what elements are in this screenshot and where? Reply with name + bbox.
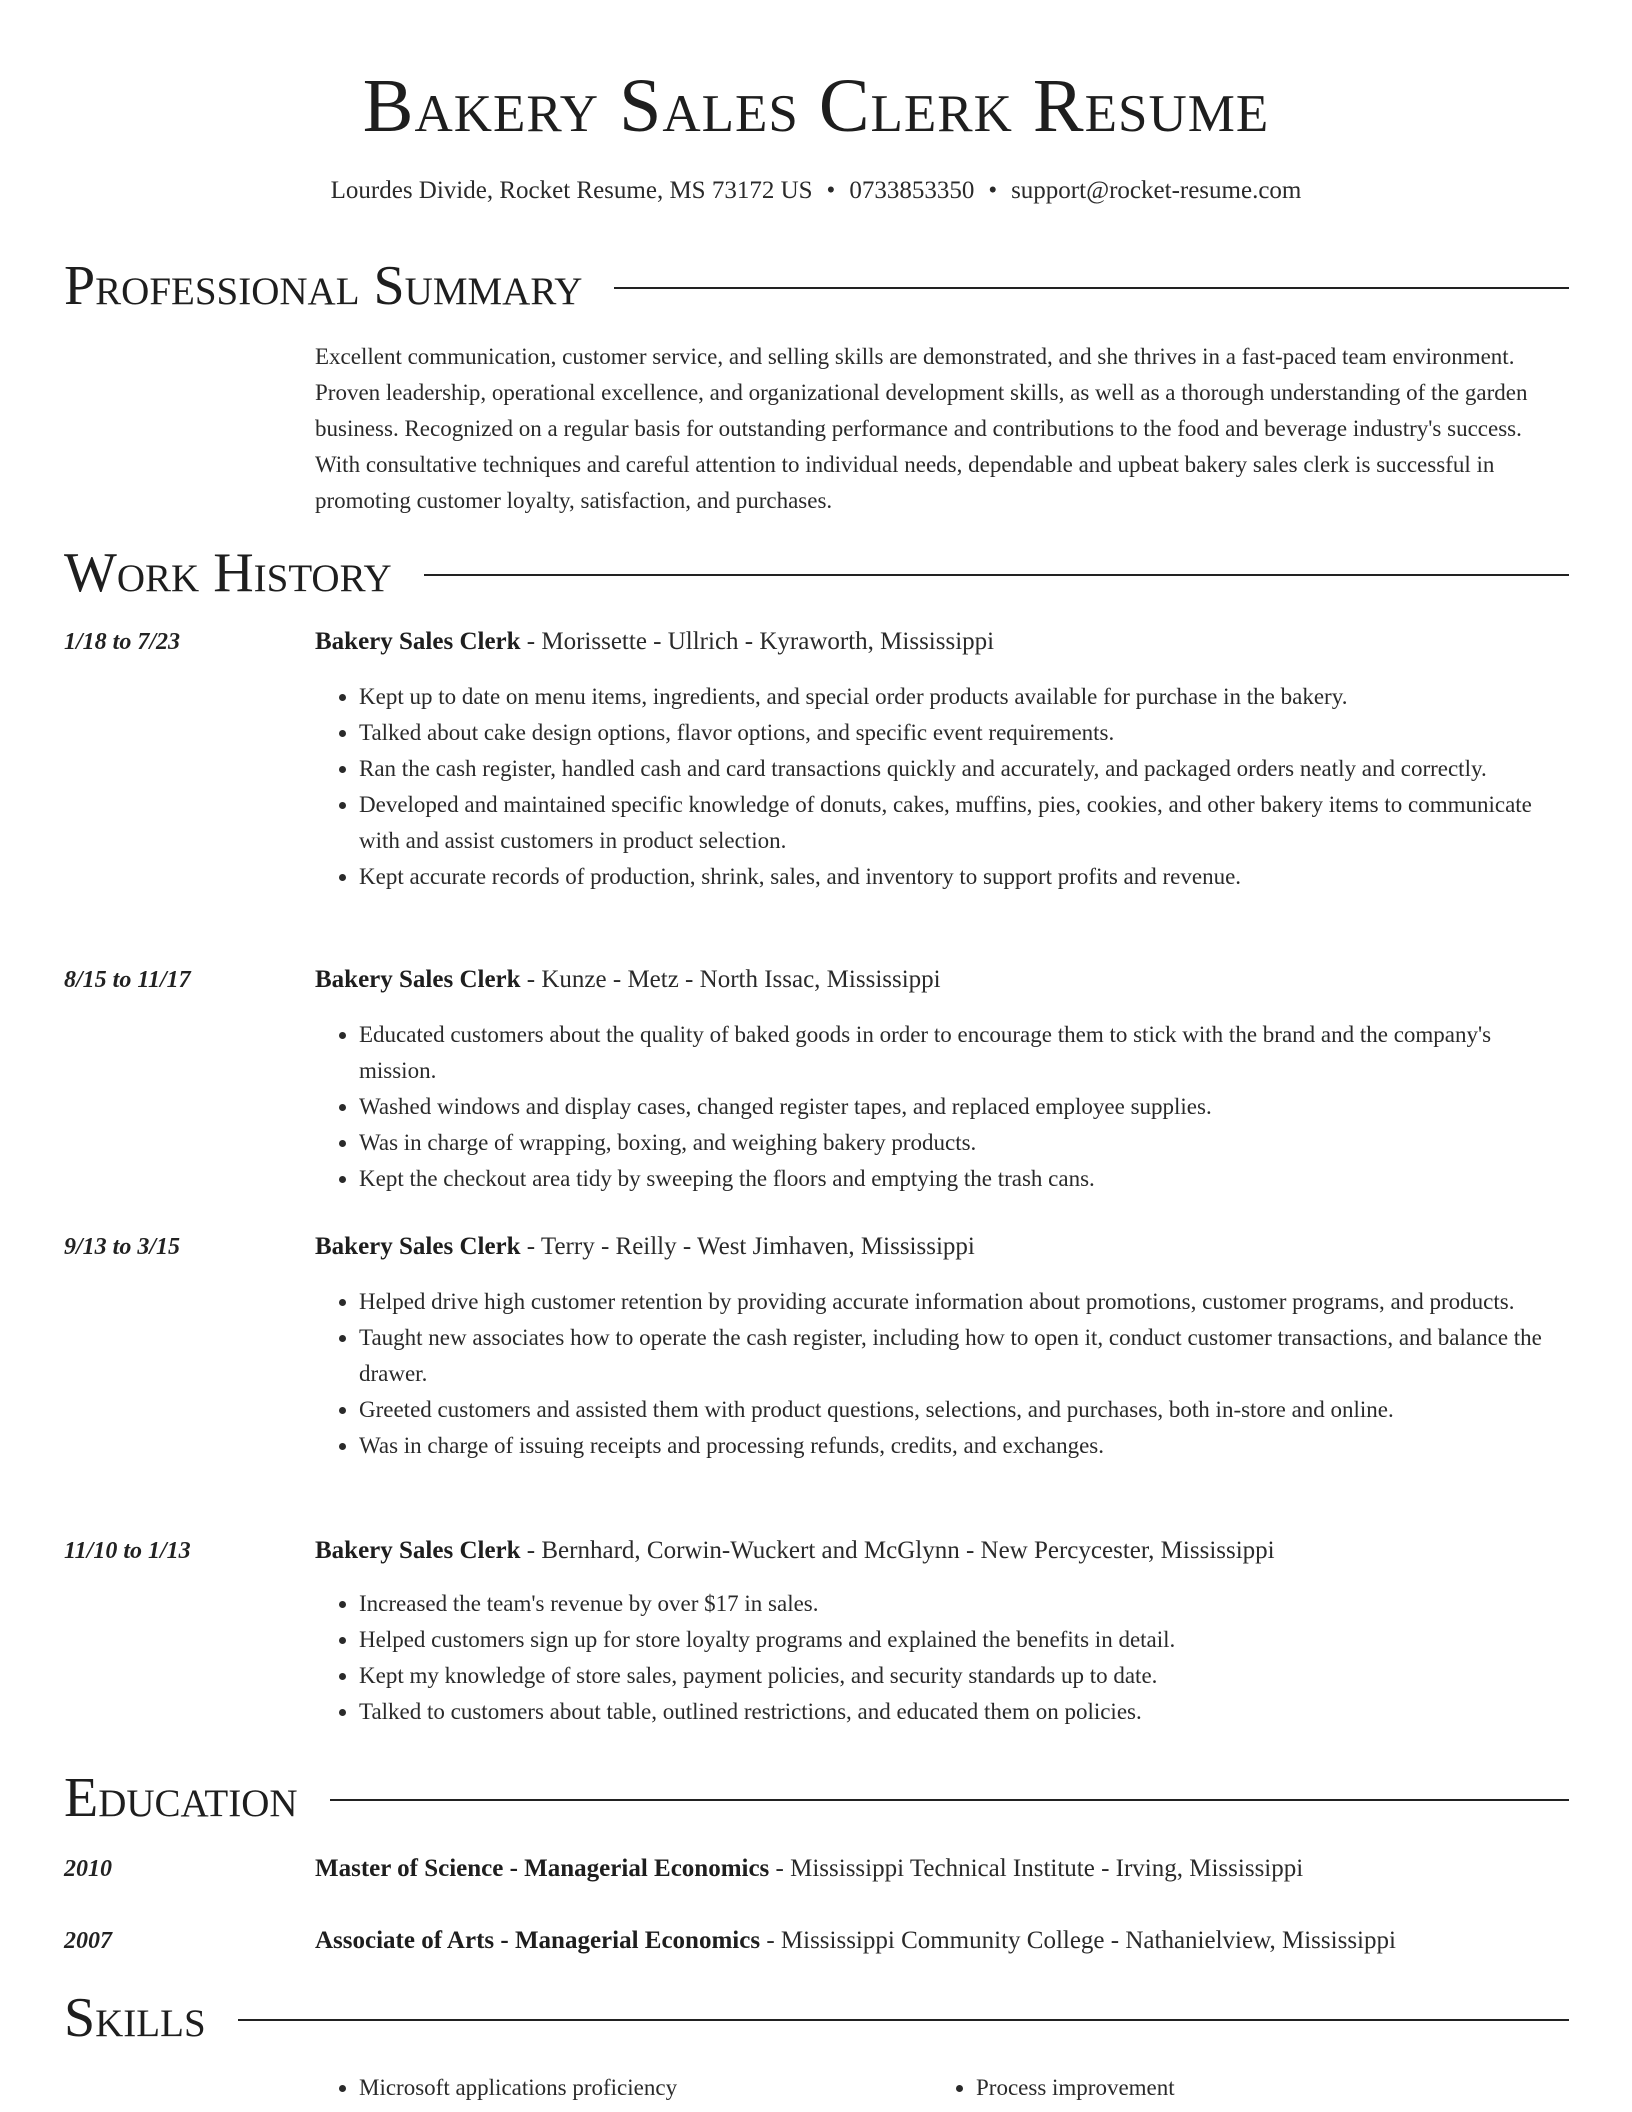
- education-school: - Mississippi Community College - Nathanielview, Mississippi: [760, 1927, 1396, 1954]
- section-divider: [614, 287, 1569, 289]
- job-employer: - Bernhard, Corwin-Wuckert and McGlynn - New Percycester, Mississippi: [520, 1537, 1275, 1564]
- skills-list-right: [932, 2070, 1532, 2106]
- education-year: 2007: [64, 1928, 112, 1954]
- list-item: • Talked to customers about table, outlined restrictions, and educated them on policies.: [359, 1694, 1570, 1730]
- section-title: Skills: [64, 1987, 206, 2049]
- list-item: • Taught new associates how to operate the cash register, including how to open it, conduct customer transactions, and balance the drawer.: [359, 1320, 1570, 1392]
- job-dates: 9/13 to 3/15: [64, 1234, 181, 1260]
- contact-address: Lourdes Divide, Rocket Resume, MS 73172 US: [330, 177, 813, 204]
- section-divider: [424, 574, 1569, 576]
- skills-list-left: [315, 2070, 915, 2106]
- job-title: Bakery Sales Clerk: [315, 966, 521, 993]
- job-heading: [315, 625, 1570, 659]
- job-title: Bakery Sales Clerk: [315, 1233, 521, 1260]
- list-item: • Developed and maintained specific knowledge of donuts, cakes, muffins, pies, cookies, and other bakery items to communicate with and assist customers in product selection.: [359, 787, 1570, 859]
- job-employer: - Morissette - Ullrich - Kyraworth, Mississippi: [520, 628, 995, 655]
- list-item: • Greeted customers and assisted them with product questions, selections, and purchases, both in-store and online.: [359, 1392, 1570, 1428]
- skill-item: • Microsoft applications proficiency: [359, 2070, 915, 2106]
- section-title: Professional Summary: [64, 255, 583, 317]
- section-heading-summary: [64, 254, 1569, 318]
- list-item: • Kept accurate records of production, shrink, sales, and inventory to support profits and revenue.: [359, 859, 1570, 895]
- job-dates: 1/18 to 7/23: [64, 629, 181, 655]
- list-item: • Kept up to date on menu items, ingredients, and special order products available for purchase in the bakery.: [359, 679, 1570, 715]
- job-heading: [315, 1230, 1570, 1264]
- job-heading: [315, 1534, 1570, 1568]
- section-heading-work: [64, 541, 1569, 605]
- job-employer: - Terry - Reilly - West Jimhaven, Mississippi: [520, 1233, 975, 1260]
- section-title: Work History: [64, 542, 392, 604]
- list-item: • Washed windows and display cases, changed register tapes, and replaced employee supplies.: [359, 1089, 1570, 1125]
- education-degree: Associate of Arts - Managerial Economics: [315, 1927, 761, 1954]
- job-dates: 11/10 to 1/13: [64, 1538, 191, 1564]
- list-item: • Kept the checkout area tidy by sweeping the floors and emptying the trash cans.: [359, 1161, 1570, 1197]
- section-heading-education: [64, 1766, 1569, 1830]
- job-bullets: [315, 679, 1570, 895]
- list-item: • Was in charge of issuing receipts and processing refunds, credits, and exchanges.: [359, 1428, 1570, 1464]
- list-item: • Educated customers about the quality of baked goods in order to encourage them to stick with the brand and the company's mission.: [359, 1017, 1570, 1089]
- education-year: 2010: [64, 1856, 112, 1882]
- job-title: Bakery Sales Clerk: [315, 1537, 521, 1564]
- job-bullets: [315, 1017, 1570, 1197]
- education-degree: Master of Science - Managerial Economics: [315, 1855, 770, 1882]
- skill-item: • Process improvement: [976, 2070, 1532, 2106]
- list-item: • Kept my knowledge of store sales, payment policies, and security standards up to date.: [359, 1658, 1570, 1694]
- job-heading: [315, 963, 1570, 997]
- contact-email: support@rocket-resume.com: [1011, 177, 1302, 204]
- list-item: • Was in charge of wrapping, boxing, and weighing bakery products.: [359, 1125, 1570, 1161]
- education-entry: [315, 1852, 1570, 1886]
- list-item: • Helped drive high customer retention by providing accurate information about promotions, customer programs, and products.: [359, 1284, 1570, 1320]
- job-bullets: [315, 1586, 1570, 1730]
- section-divider: [330, 1799, 1569, 1801]
- job-employer: - Kunze - Metz - North Issac, Mississippi: [520, 966, 941, 993]
- job-dates: 8/15 to 11/17: [64, 967, 191, 993]
- contact-phone: 0733853350: [849, 177, 975, 204]
- contact-line: [0, 174, 1632, 208]
- list-item: • Talked about cake design options, flavor options, and specific event requirements.: [359, 715, 1570, 751]
- education-entry: [315, 1924, 1570, 1958]
- contact-separator: •: [826, 177, 836, 204]
- section-title: Education: [64, 1767, 298, 1829]
- section-heading-skills: [64, 1986, 1569, 2050]
- contact-separator: •: [988, 177, 998, 204]
- education-school: - Mississippi Technical Institute - Irving, Mississippi: [769, 1855, 1304, 1882]
- list-item: • Helped customers sign up for store loyalty programs and explained the benefits in detail.: [359, 1622, 1570, 1658]
- section-divider: [238, 2019, 1569, 2021]
- list-item: • Ran the cash register, handled cash and card transactions quickly and accurately, and packaged orders neatly and correctly.: [359, 751, 1570, 787]
- list-item: • Increased the team's revenue by over $17 in sales.: [359, 1586, 1570, 1622]
- summary-paragraph: Excellent communication, customer service, and selling skills are demonstrated, and she thrives in a fast-paced team environment. Proven leadership, operational excellence, and organizational development skills, as well as a thorough understanding of the garden business. Recognized on a regular basis for outstanding performance and contributions to the food and beverage industry's success. With consultative techniques and careful attention to individual needs, dependable and upbeat bakery sales clerk is successful in promoting customer loyalty, satisfaction, and purchases.: [315, 344, 1528, 513]
- job-bullets: [315, 1284, 1570, 1464]
- resume-title: Bakery Sales Clerk Resume: [362, 64, 1270, 148]
- job-title: Bakery Sales Clerk: [315, 628, 521, 655]
